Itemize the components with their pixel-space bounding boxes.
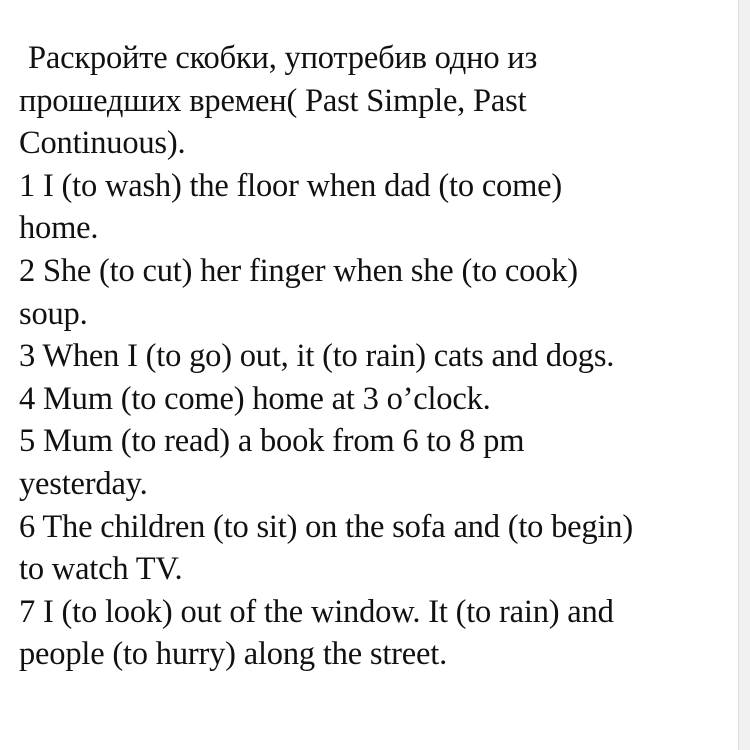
instruction-line-1: Раскройте скобки, употребив одно из: [28, 40, 538, 76]
exercise-text: [19, 37, 731, 676]
instruction-line-2: прошедших времен( Past Simple, Past: [19, 82, 527, 119]
exercise-item-7: 7 I (to look) out of the window. It (to rain) and: [19, 593, 614, 630]
exercise-item-7-continued: people (to hurry) along the street.: [19, 636, 447, 673]
exercise-item-3: 3 When I (to go) out, it (to rain) cats and dogs.: [19, 338, 615, 375]
exercise-item-6: 6 The children (to sit) on the sofa and (to begin): [19, 508, 633, 545]
page-edge: [738, 0, 750, 750]
exercise-item-1: 1 I (to wash) the floor when dad (to come): [19, 167, 563, 204]
exercise-item-2: 2 She (to cut) her finger when she (to cook): [19, 252, 578, 289]
instruction-line-3: Continuous).: [19, 125, 186, 162]
exercise-item-4: 4 Mum (to come) home at 3 o’clock.: [19, 380, 491, 417]
exercise-item-1-continued: home.: [19, 210, 99, 247]
exercise-item-2-continued: soup.: [19, 295, 88, 332]
exercise-item-5: 5 Mum (to read) a book from 6 to 8 pm: [19, 423, 525, 460]
exercise-item-6-continued: to watch TV.: [19, 551, 183, 588]
exercise-item-5-continued: yesterday.: [19, 465, 148, 502]
